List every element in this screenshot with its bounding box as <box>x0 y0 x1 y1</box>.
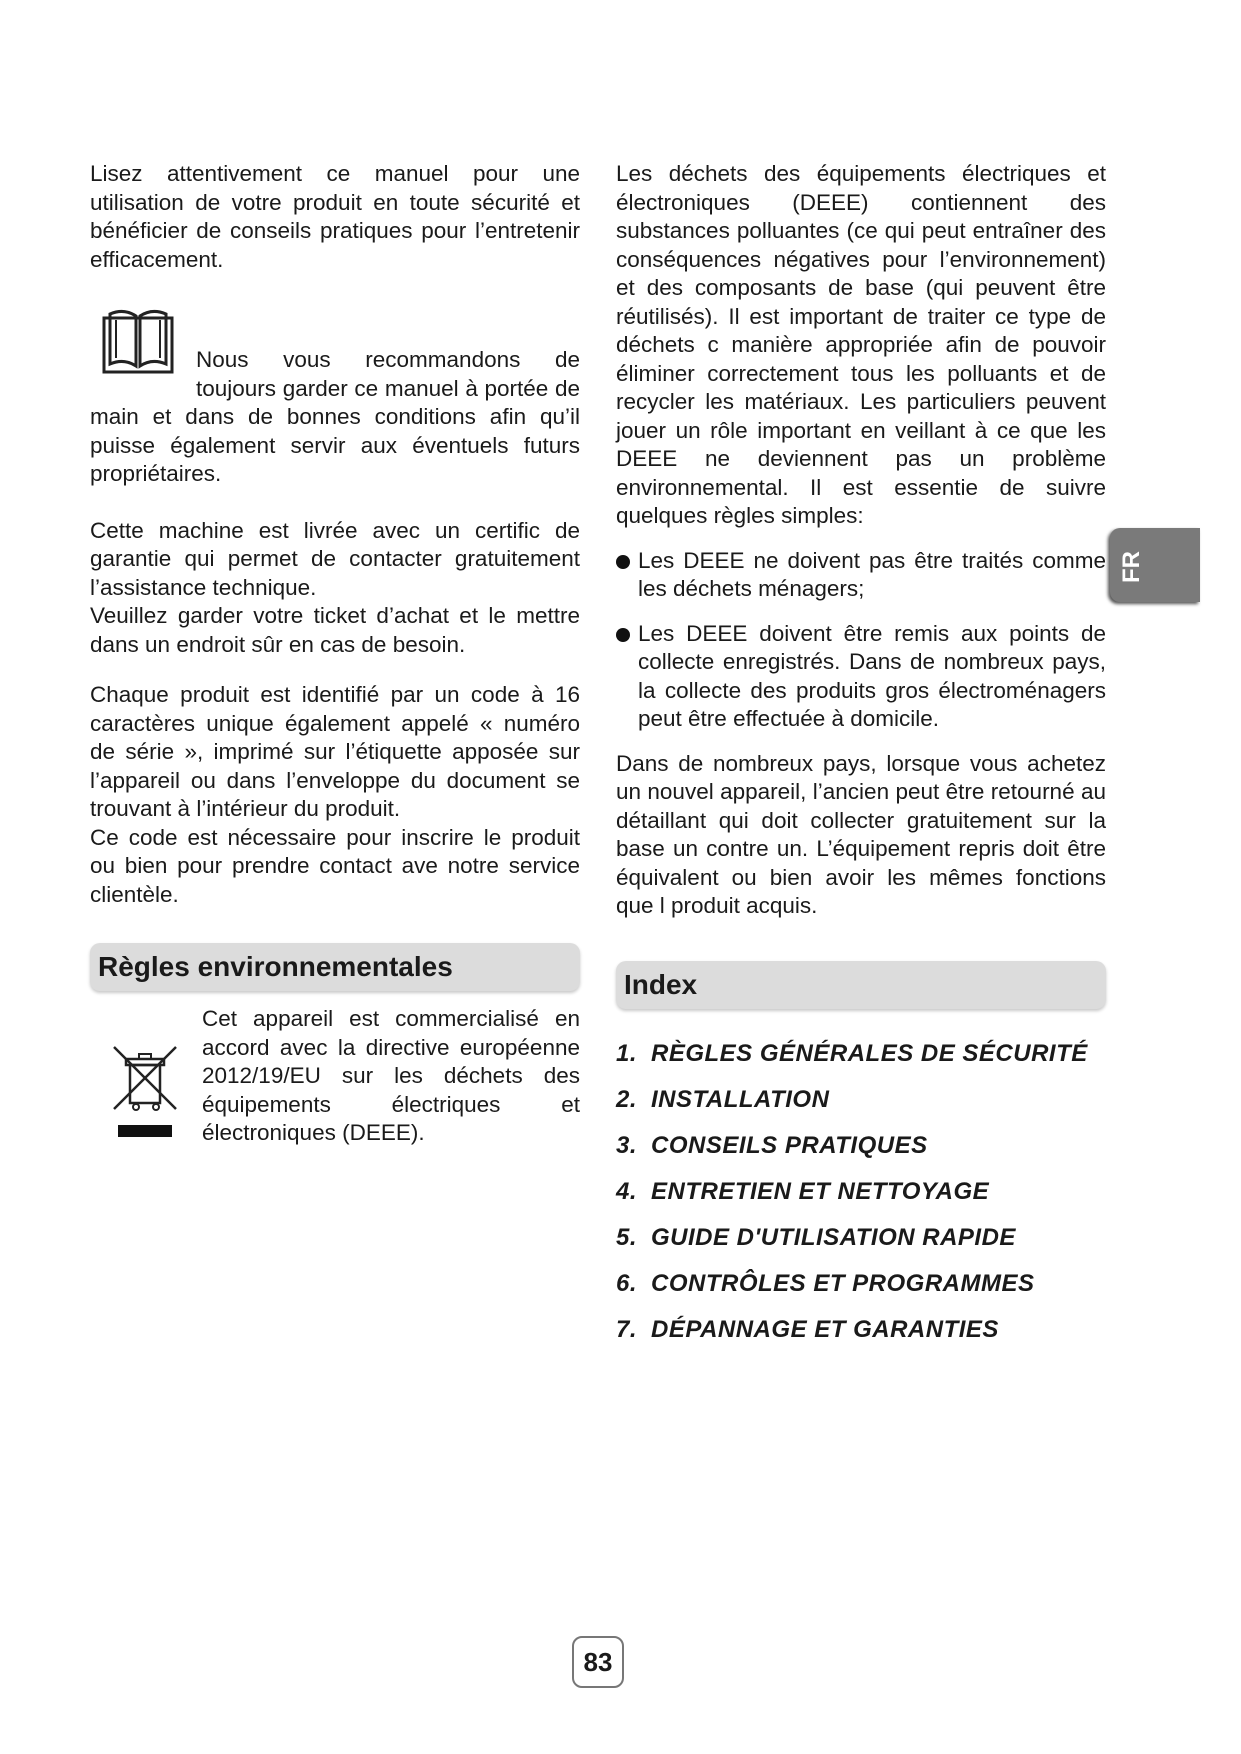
index-item[interactable]: 7. DÉPANNAGE ET GARANTIES <box>616 1315 999 1343</box>
warranty-paragraph: Cette machine est livrée avec un certific de garantie qui permet de contacter gratuitement l’assistance technique. <box>90 517 580 600</box>
crossed-bin-icon <box>110 1043 180 1143</box>
serial-paragraph: Chaque produit est identifié par un code à 16 caractères unique également appelé « numéro de série », imprimé sur l’étiquette apposée sur l’appareil ou dans l’enveloppe du document se trouvant à l’intérieur du produit. <box>90 682 580 821</box>
index-item[interactable]: 4. ENTRETIEN ET NETTOYAGE <box>616 1177 990 1205</box>
manual-book-icon <box>100 308 176 378</box>
weee-intro-paragraph: Les déchets des équipements électriques et électroniques (DEEE) contiennent des substances polluantes (ce qui peut entraîner des conséquences négatives pour l’environnement) et des composants de base (qui peuvent être réutilisés). Il est important de traiter ce type de déchets c manière appropriée afin de pouvoir éliminer correctement tous les polluants et de recycler les matériaux. Les particuliers peuvent jouer un rôle important en veillant à ce que les DEEE ne deviennent pas un problème environnemental. Il est essentie de suivre quelques règles simples: <box>616 161 1106 528</box>
recommendation-paragraph: Nous vous recommandons de toujours garder ce manuel à portée de main et dans de bonnes conditions afin qu’il puisse également servir aux éventuels futurs propriétaires. <box>90 347 580 486</box>
environment-paragraph: Cet appareil est commercialisé en accord avec la directive européenne 2012/19/EU sur les déchets des équipements électriques et électroniques (DEEE). <box>202 1006 580 1145</box>
receipt-paragraph: Veuillez garder votre ticket d’achat et le mettre dans un endroit sûr en cas de besoin. <box>90 603 580 657</box>
index-section-header: Index <box>616 961 1106 1009</box>
left-column <box>90 160 580 1148</box>
list-item: Les DEEE ne doivent pas être traités comme les déchets ménagers; <box>616 547 1106 604</box>
index-list <box>616 1039 1106 1345</box>
right-column <box>616 160 1106 1361</box>
weee-rules-list <box>616 547 1106 734</box>
code-paragraph: Ce code est nécessaire pour inscrire le produit ou bien pour prendre contact ave notre service clientèle. <box>90 824 580 907</box>
list-item: Les DEEE doivent être remis aux points de collecte enregistrés. Dans de nombreux pays, la collecte des produits gros électroménagers peut être effectuée à domicile. <box>616 620 1106 734</box>
language-tab-label: FR <box>1118 551 1145 583</box>
index-item[interactable]: 3. CONSEILS PRATIQUES <box>616 1131 928 1159</box>
weee-block <box>90 1005 580 1148</box>
return-paragraph: Dans de nombreux pays, lorsque vous achetez un nouvel appareil, l’ancien peut être retourné au détaillant qui doit collecter gratuitement sur la base un contre un. L’équipement repris doit être équivalent ou bien avoir les mêmes fonctions que l produit acquis. <box>616 750 1106 918</box>
index-item[interactable]: 6. CONTRÔLES ET PROGRAMMES <box>616 1269 1035 1297</box>
index-item[interactable]: 1. RÈGLES GÉNÉRALES DE SÉCURITÉ <box>616 1039 1088 1067</box>
index-item[interactable]: 2. INSTALLATION <box>616 1085 830 1113</box>
environment-section-header: Règles environnementales <box>90 943 580 991</box>
index-item[interactable]: 5. GUIDE D'UTILISATION RAPIDE <box>616 1223 1016 1251</box>
intro-paragraph: Lisez attentivement ce manuel pour une utilisation de votre produit en toute sécurité et bénéficier de conseils pratiques pour l’entretenir efficacement. <box>90 161 580 272</box>
page-number: 83 <box>572 1636 624 1688</box>
